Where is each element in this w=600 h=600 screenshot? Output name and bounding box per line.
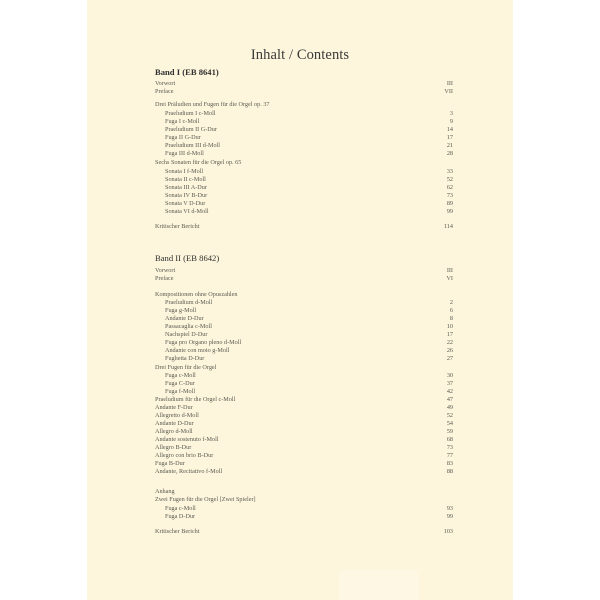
- toc-entry[interactable]: [155, 428, 453, 436]
- entry-label: Preface: [155, 88, 174, 95]
- section-heading: Sechs Sonaten für die Orgel op. 65: [155, 159, 242, 166]
- toc-entry[interactable]: [155, 184, 453, 192]
- entry-page: 93: [446, 505, 453, 512]
- entry-page: 21: [446, 142, 453, 149]
- entry-label: Andante sostenuto f-Moll: [155, 436, 219, 443]
- toc-entry[interactable]: [155, 404, 453, 412]
- entry-label: Andante con moto g-Moll: [165, 347, 230, 354]
- toc-entry[interactable]: [155, 528, 453, 536]
- toc-entry[interactable]: [155, 223, 453, 231]
- entry-page: 89: [446, 200, 453, 207]
- toc-entry[interactable]: [155, 339, 453, 347]
- entry-label: Kritischer Bericht: [155, 528, 200, 535]
- entry-label: Fuga D-Dur: [165, 513, 196, 520]
- toc-entry[interactable]: [155, 513, 453, 521]
- entry-page: 73: [446, 192, 453, 199]
- entry-label: Fughetta D-Dur: [165, 355, 205, 362]
- entry-label: Andante, Recitativo f-Moll: [155, 468, 223, 475]
- entry-page: 30: [446, 372, 453, 379]
- band-1-heading: Band I (EB 8641): [155, 67, 219, 77]
- toc-entry[interactable]: [155, 88, 453, 96]
- entry-page: 83: [446, 460, 453, 467]
- section-heading: Drei Präludien und Fugen für die Orgel op. 37: [155, 101, 270, 108]
- entry-page: 28: [446, 150, 453, 157]
- entry-label: Praeludium III d-Moll: [165, 142, 220, 149]
- toc-entry[interactable]: [155, 468, 453, 476]
- entry-label: Fuga g-Moll: [165, 307, 197, 314]
- toc-entry[interactable]: [155, 331, 453, 339]
- entry-label: Fuga I c-Moll: [165, 118, 200, 125]
- entry-label: Sonata II c-Moll: [165, 176, 206, 183]
- toc-entry[interactable]: [155, 505, 453, 513]
- toc-entry[interactable]: [155, 396, 453, 404]
- toc-entry[interactable]: [155, 444, 453, 452]
- toc-entry[interactable]: [155, 323, 453, 331]
- section-heading: Drei Fugen für die Orgel: [155, 364, 217, 371]
- toc-entry[interactable]: [155, 388, 453, 396]
- toc-entry[interactable]: [155, 275, 453, 283]
- toc-entry[interactable]: [155, 299, 453, 307]
- toc-entry[interactable]: [155, 355, 453, 363]
- toc-entry[interactable]: [155, 380, 453, 388]
- toc-entry[interactable]: [155, 110, 453, 118]
- appendix-heading: Anhang: [155, 488, 175, 495]
- section-heading: Kompositionen ohne Opuszahlen: [155, 291, 238, 298]
- entry-label: Sonata I f-Moll: [165, 168, 204, 175]
- entry-page: 68: [446, 436, 453, 443]
- toc-entry[interactable]: [155, 372, 453, 380]
- entry-page: VI: [446, 275, 453, 282]
- toc-entry[interactable]: [155, 208, 453, 216]
- toc-entry[interactable]: [155, 176, 453, 184]
- entry-label: Praeludium für die Orgel c-Moll: [155, 396, 236, 403]
- toc-entry[interactable]: [155, 80, 453, 88]
- entry-label: Andante F-Dur: [155, 404, 193, 411]
- entry-page: 99: [446, 208, 453, 215]
- entry-page: 9: [449, 118, 453, 125]
- entry-page: 17: [446, 331, 453, 338]
- toc-entry[interactable]: [155, 126, 453, 134]
- entry-label: Fuga pro Organo pleno d-Moll: [165, 339, 242, 346]
- toc-entry[interactable]: [155, 192, 453, 200]
- entry-page: 27: [446, 355, 453, 362]
- entry-label: Preface: [155, 275, 174, 282]
- entry-page: 52: [446, 412, 453, 419]
- entry-label: Allegro B-Dur: [155, 444, 192, 451]
- entry-page: 8: [449, 315, 453, 322]
- entry-page: 73: [446, 444, 453, 451]
- toc-entry[interactable]: [155, 118, 453, 126]
- toc-entry[interactable]: [155, 436, 453, 444]
- entry-page: III: [446, 267, 453, 274]
- entry-page: 2: [449, 299, 453, 306]
- entry-page: III: [446, 80, 453, 87]
- toc-entry[interactable]: [155, 168, 453, 176]
- entry-label: Praeludium II G-Dur: [165, 126, 217, 133]
- entry-label: Andante D-Dur: [165, 315, 204, 322]
- entry-label: Sonata IV B-Dur: [165, 192, 208, 199]
- entry-label: Fuga c-Moll: [165, 372, 196, 379]
- entry-label: Sonata VI d-Moll: [165, 208, 209, 215]
- entry-page: 62: [446, 184, 453, 191]
- entry-label: Vorwort: [155, 80, 176, 87]
- entry-page: 33: [446, 168, 453, 175]
- entry-page: 59: [446, 428, 453, 435]
- toc-entry[interactable]: [155, 315, 453, 323]
- toc-entry[interactable]: [155, 307, 453, 315]
- entry-page: 77: [446, 452, 453, 459]
- toc-entry[interactable]: [155, 412, 453, 420]
- entry-page: 42: [446, 388, 453, 395]
- entry-label: Passacaglia c-Moll: [165, 323, 212, 330]
- entry-label: Sonata III A-Dur: [165, 184, 207, 191]
- entry-page: 49: [446, 404, 453, 411]
- paper-highlight: [339, 570, 419, 600]
- entry-page: 10: [446, 323, 453, 330]
- entry-page: 14: [446, 126, 453, 133]
- entry-label: Kritischer Bericht: [155, 223, 200, 230]
- section-heading: Zwei Fugen für die Orgel [Zwei Spieler]: [155, 496, 256, 503]
- entry-label: Allegro d-Moll: [155, 428, 193, 435]
- page-title: Inhalt / Contents: [250, 47, 350, 63]
- toc-entry[interactable]: [155, 142, 453, 150]
- toc-entry[interactable]: [155, 134, 453, 142]
- entry-page: 47: [446, 396, 453, 403]
- entry-label: Allegro con brio B-Dur: [155, 452, 214, 459]
- entry-label: Fuga C-Dur: [165, 380, 195, 387]
- entry-label: Fuga f-Moll: [165, 388, 196, 395]
- entry-label: Sonata V D-Dur: [165, 200, 206, 207]
- entry-page: 99: [446, 513, 453, 520]
- entry-label: Fuga B-Dur: [155, 460, 185, 467]
- toc-entry[interactable]: [155, 347, 453, 355]
- entry-label: Fuga II G-Dur: [165, 134, 201, 141]
- toc-entry[interactable]: [155, 150, 453, 158]
- entry-label: Vorwort: [155, 267, 176, 274]
- entry-page: 6: [449, 307, 453, 314]
- entry-page: 54: [446, 420, 453, 427]
- entry-page: 88: [446, 468, 453, 475]
- entry-page: 17: [446, 134, 453, 141]
- entry-label: Allegretto d-Moll: [155, 412, 199, 419]
- entry-label: Fuga III d-Moll: [165, 150, 204, 157]
- entry-page: 103: [443, 528, 453, 535]
- entry-page: 37: [446, 380, 453, 387]
- toc-entry[interactable]: [155, 452, 453, 460]
- entry-label: Nachspiel D-Dur: [165, 331, 208, 338]
- entry-page: 114: [443, 223, 453, 230]
- document-page: [87, 0, 513, 600]
- toc-entry[interactable]: [155, 420, 453, 428]
- entry-page: 52: [446, 176, 453, 183]
- entry-label: Andante D-Dur: [155, 420, 194, 427]
- entry-page: 22: [446, 339, 453, 346]
- entry-page: 26: [446, 347, 453, 354]
- toc-entry[interactable]: [155, 460, 453, 468]
- entry-page: 3: [449, 110, 453, 117]
- toc-entry[interactable]: [155, 267, 453, 275]
- band-2-heading: Band II (EB 8642): [155, 253, 220, 263]
- entry-page: VII: [444, 88, 453, 95]
- entry-label: Praeludium d-Moll: [165, 299, 213, 306]
- entry-label: Praeludium I c-Moll: [165, 110, 216, 117]
- entry-label: Fuga c-Moll: [165, 505, 196, 512]
- toc-entry[interactable]: [155, 200, 453, 208]
